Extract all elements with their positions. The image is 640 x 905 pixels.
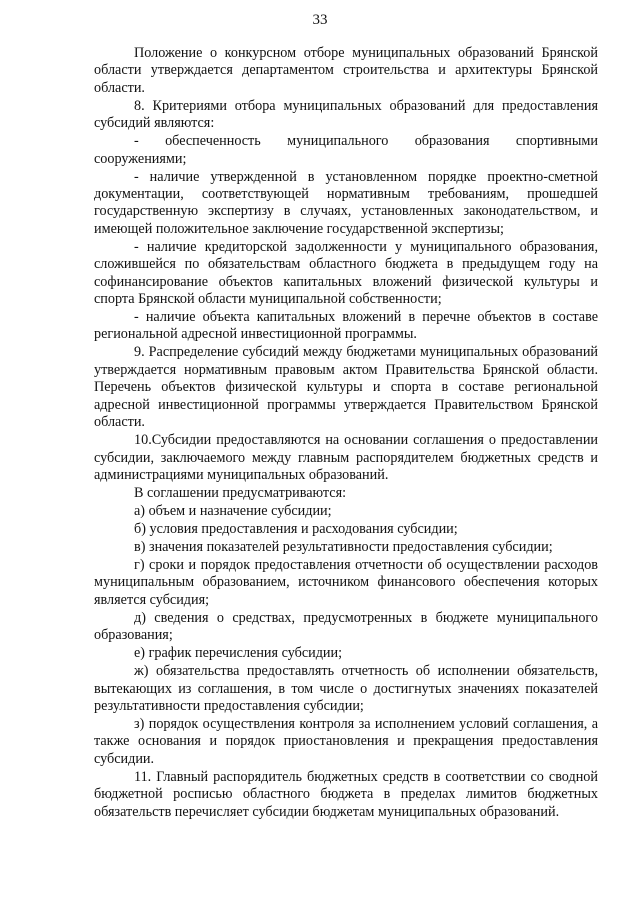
- provision-b: б) условия предоставления и расходования субсидии;: [134, 520, 458, 537]
- criterion-investment-program: - наличие объекта капитальных вложений в перечне объектов в составе региональной адресной инвестиционной программы.: [94, 309, 598, 343]
- provision-d: д) сведения о средствах, предусмотренных в бюджете муниципального образования;: [94, 609, 598, 644]
- provision-zh: ж) обязательства предоставлять отчетность об исполнении обязательств, вытекающих из соглашения, в том числе о достигнутых значениях показателей результативности предоставления субсидии;: [94, 663, 598, 714]
- provision-a: а) объем и назначение субсидии;: [134, 502, 332, 519]
- paragraph-item-9: 9. Распределение субсидий между бюджетами муниципальных образований утверждается нормативным правовым актом Правительства Брянской области. Перечень объектов физической культуры и спорта в составе региональной адресной инвестиционной программы утверждается Правительством Брянской области.: [94, 344, 598, 431]
- provision-z: з) порядок осуществления контроля за исполнением условий соглашения, а также основания и порядок приостановления и прекращения предоставления субсидии.: [94, 715, 598, 767]
- agreement-provisions-heading: В соглашении предусматриваются:: [134, 484, 347, 501]
- provision-v: в) значения показателей результативности предоставления субсидии;: [134, 538, 553, 555]
- paragraph-competition-regulation: Положение о конкурсном отборе муниципальных образований Брянской области утверждается департаментом строительства и архитектуры Брянской области.: [94, 45, 598, 96]
- document-body: [94, 45, 598, 821]
- criterion-sports-facilities: - обеспеченность муниципального образования спортивными сооружениями;: [94, 133, 598, 167]
- paragraph-item-10: 10.Субсидии предоставляются на основании соглашения о предоставлении субсидии, заключаемого между главным распорядителем бюджетных средств и администрациями муниципальных образований.: [94, 432, 598, 483]
- criterion-design-documentation: - наличие утвержденной в установленном порядке проектно-сметной документации, соответствующей нормативным требованиям, прошедшей государственную экспертизу в случаях, установленных законодательством, и имеющей положительное заключение государственной экспертизы;: [94, 168, 598, 237]
- criterion-creditor-debt: - наличие кредиторской задолженности у муниципального образования, сложившейся по обязательствам областного бюджета в предыдущем году на софинансирование объектов капитальных вложений физической культуры и спорта Брянской области муниципальной собственности;: [94, 238, 598, 308]
- page-number: 33: [312, 12, 328, 28]
- provision-g: г) сроки и порядок предоставления отчетности об осуществлении расходов муниципальным образованием, источником финансового обеспечения которых является субсидия;: [94, 556, 598, 608]
- provision-e: е) график перечисления субсидии;: [134, 645, 343, 662]
- paragraph-item-11: 11. Главный распорядитель бюджетных средств в соответствии со сводной бюджетной росписью областного бюджета в пределах лимитов бюджетных обязательств перечисляет субсидии бюджетам муниципальных образований.: [94, 768, 598, 820]
- paragraph-item-8: 8. Критериями отбора муниципальных образований для предоставления субсидий являются:: [94, 97, 598, 132]
